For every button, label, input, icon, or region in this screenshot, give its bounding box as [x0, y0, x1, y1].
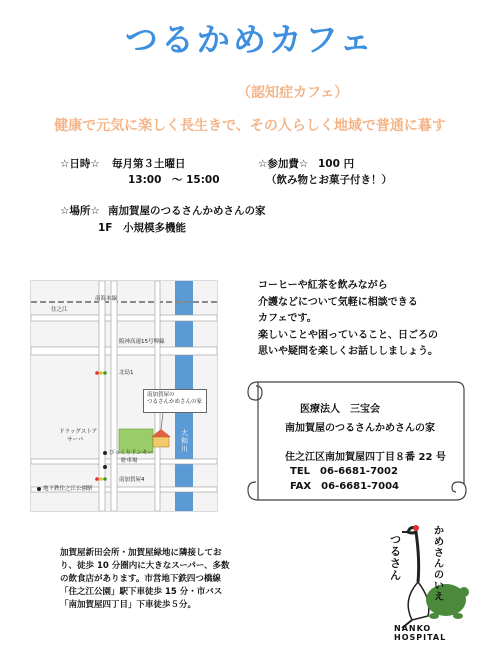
subway-marker-icon — [37, 487, 41, 491]
fee-value: 100 円 — [318, 158, 355, 170]
org-fax: FAX 06-6681-7004 — [290, 481, 400, 492]
time-value: 13:00 ～ 15:00 — [128, 174, 220, 186]
minamikagaya-label: 南加賀屋4 — [119, 477, 145, 483]
fee-note: （飲み物とお菓子付き！） — [266, 174, 392, 186]
yamato-label: 大和川 — [181, 429, 188, 453]
fee-label: ☆参加費☆ — [258, 158, 309, 170]
callout-pointer — [161, 413, 163, 429]
hanshin-expressway — [31, 347, 217, 355]
logo-text-bottom: NANKO HOSPITAL — [394, 624, 447, 642]
drugstore-label-2: サーバ — [67, 437, 84, 443]
description-line: 楽しいことや困っていること、日ごろの — [258, 329, 438, 341]
road-v1 — [99, 281, 105, 511]
hospital-logo — [372, 520, 484, 642]
suminoe-label: 住之江 — [51, 307, 68, 313]
org-facility: 南加賀屋のつるさんかめさんの家 — [285, 423, 435, 434]
house-body-icon — [153, 437, 169, 447]
logo-text-right: かめさんのいえ — [434, 526, 444, 603]
kitajima-label: 北島1 — [119, 370, 134, 376]
description-line: コーヒーや紅茶を飲みながら — [258, 280, 388, 291]
page-subtitle: （認知症カフェ） — [237, 85, 349, 101]
place-room: 1F 小規模多機能 — [98, 222, 186, 234]
org-tel: TEL 06-6681-7002 — [290, 466, 398, 477]
logo-text-left: つるさん — [390, 533, 401, 582]
description-line: 思いや疑問を楽しくお話ししましょう。 — [258, 346, 438, 357]
date-value: 毎月第３土曜日 — [112, 158, 186, 170]
facility-callout — [143, 389, 207, 413]
access-map — [30, 280, 218, 512]
road-h1 — [31, 315, 217, 321]
nankai-label: 南海本線 — [95, 296, 118, 302]
house-roof-icon — [151, 429, 171, 437]
tagline: 健康で元気に楽しく長生きで、その人らしく地域で普通に暮す — [54, 118, 446, 134]
road-v2 — [111, 281, 117, 511]
description-line: 介護などについて気軽に相談できる — [258, 296, 418, 308]
description-line: カフェです。 — [258, 313, 317, 324]
hanshin-label: 阪神高速15号堺線 — [119, 339, 165, 345]
callout-line2: つるさんかめさんの家 — [147, 399, 203, 406]
org-corp: 医療法人 三宝会 — [300, 404, 380, 415]
subway-label: 地下鉄住之江公園駅 — [43, 486, 93, 492]
org-address: 住之江区南加賀屋四丁目８番 22 号 — [285, 452, 446, 463]
traffic-signal-icon — [95, 477, 107, 481]
izumiya-label-1: びっくりドンキー — [109, 450, 154, 456]
callout-line1: 南加賀屋の — [147, 392, 175, 398]
map-marker-dot — [103, 451, 107, 455]
date-label: ☆日時☆ — [60, 158, 100, 170]
place-label: ☆場所☆ — [60, 205, 100, 217]
map-marker-dot — [103, 465, 107, 469]
access-info: 加賀屋新田会所・加賀屋緑地に隣接しており、徒歩 10 分圏内に大きなスーパー、多数の飲食店があります。市営地下鉄四つ橋線「住之江公園」駅下車徒歩 15 分・市バス「南加賀屋四丁目」下車徒歩５分。 — [60, 548, 230, 610]
place-value: 南加賀屋のつるさんかめさんの家 — [108, 205, 266, 217]
izumiya-label-2: 駐車場 — [121, 458, 138, 464]
drugstore-label-1: ドラッグストア — [59, 429, 98, 435]
traffic-signal-icon — [95, 371, 107, 375]
cafe-description — [258, 278, 488, 361]
page-title: つるかめカフェ — [124, 20, 376, 59]
